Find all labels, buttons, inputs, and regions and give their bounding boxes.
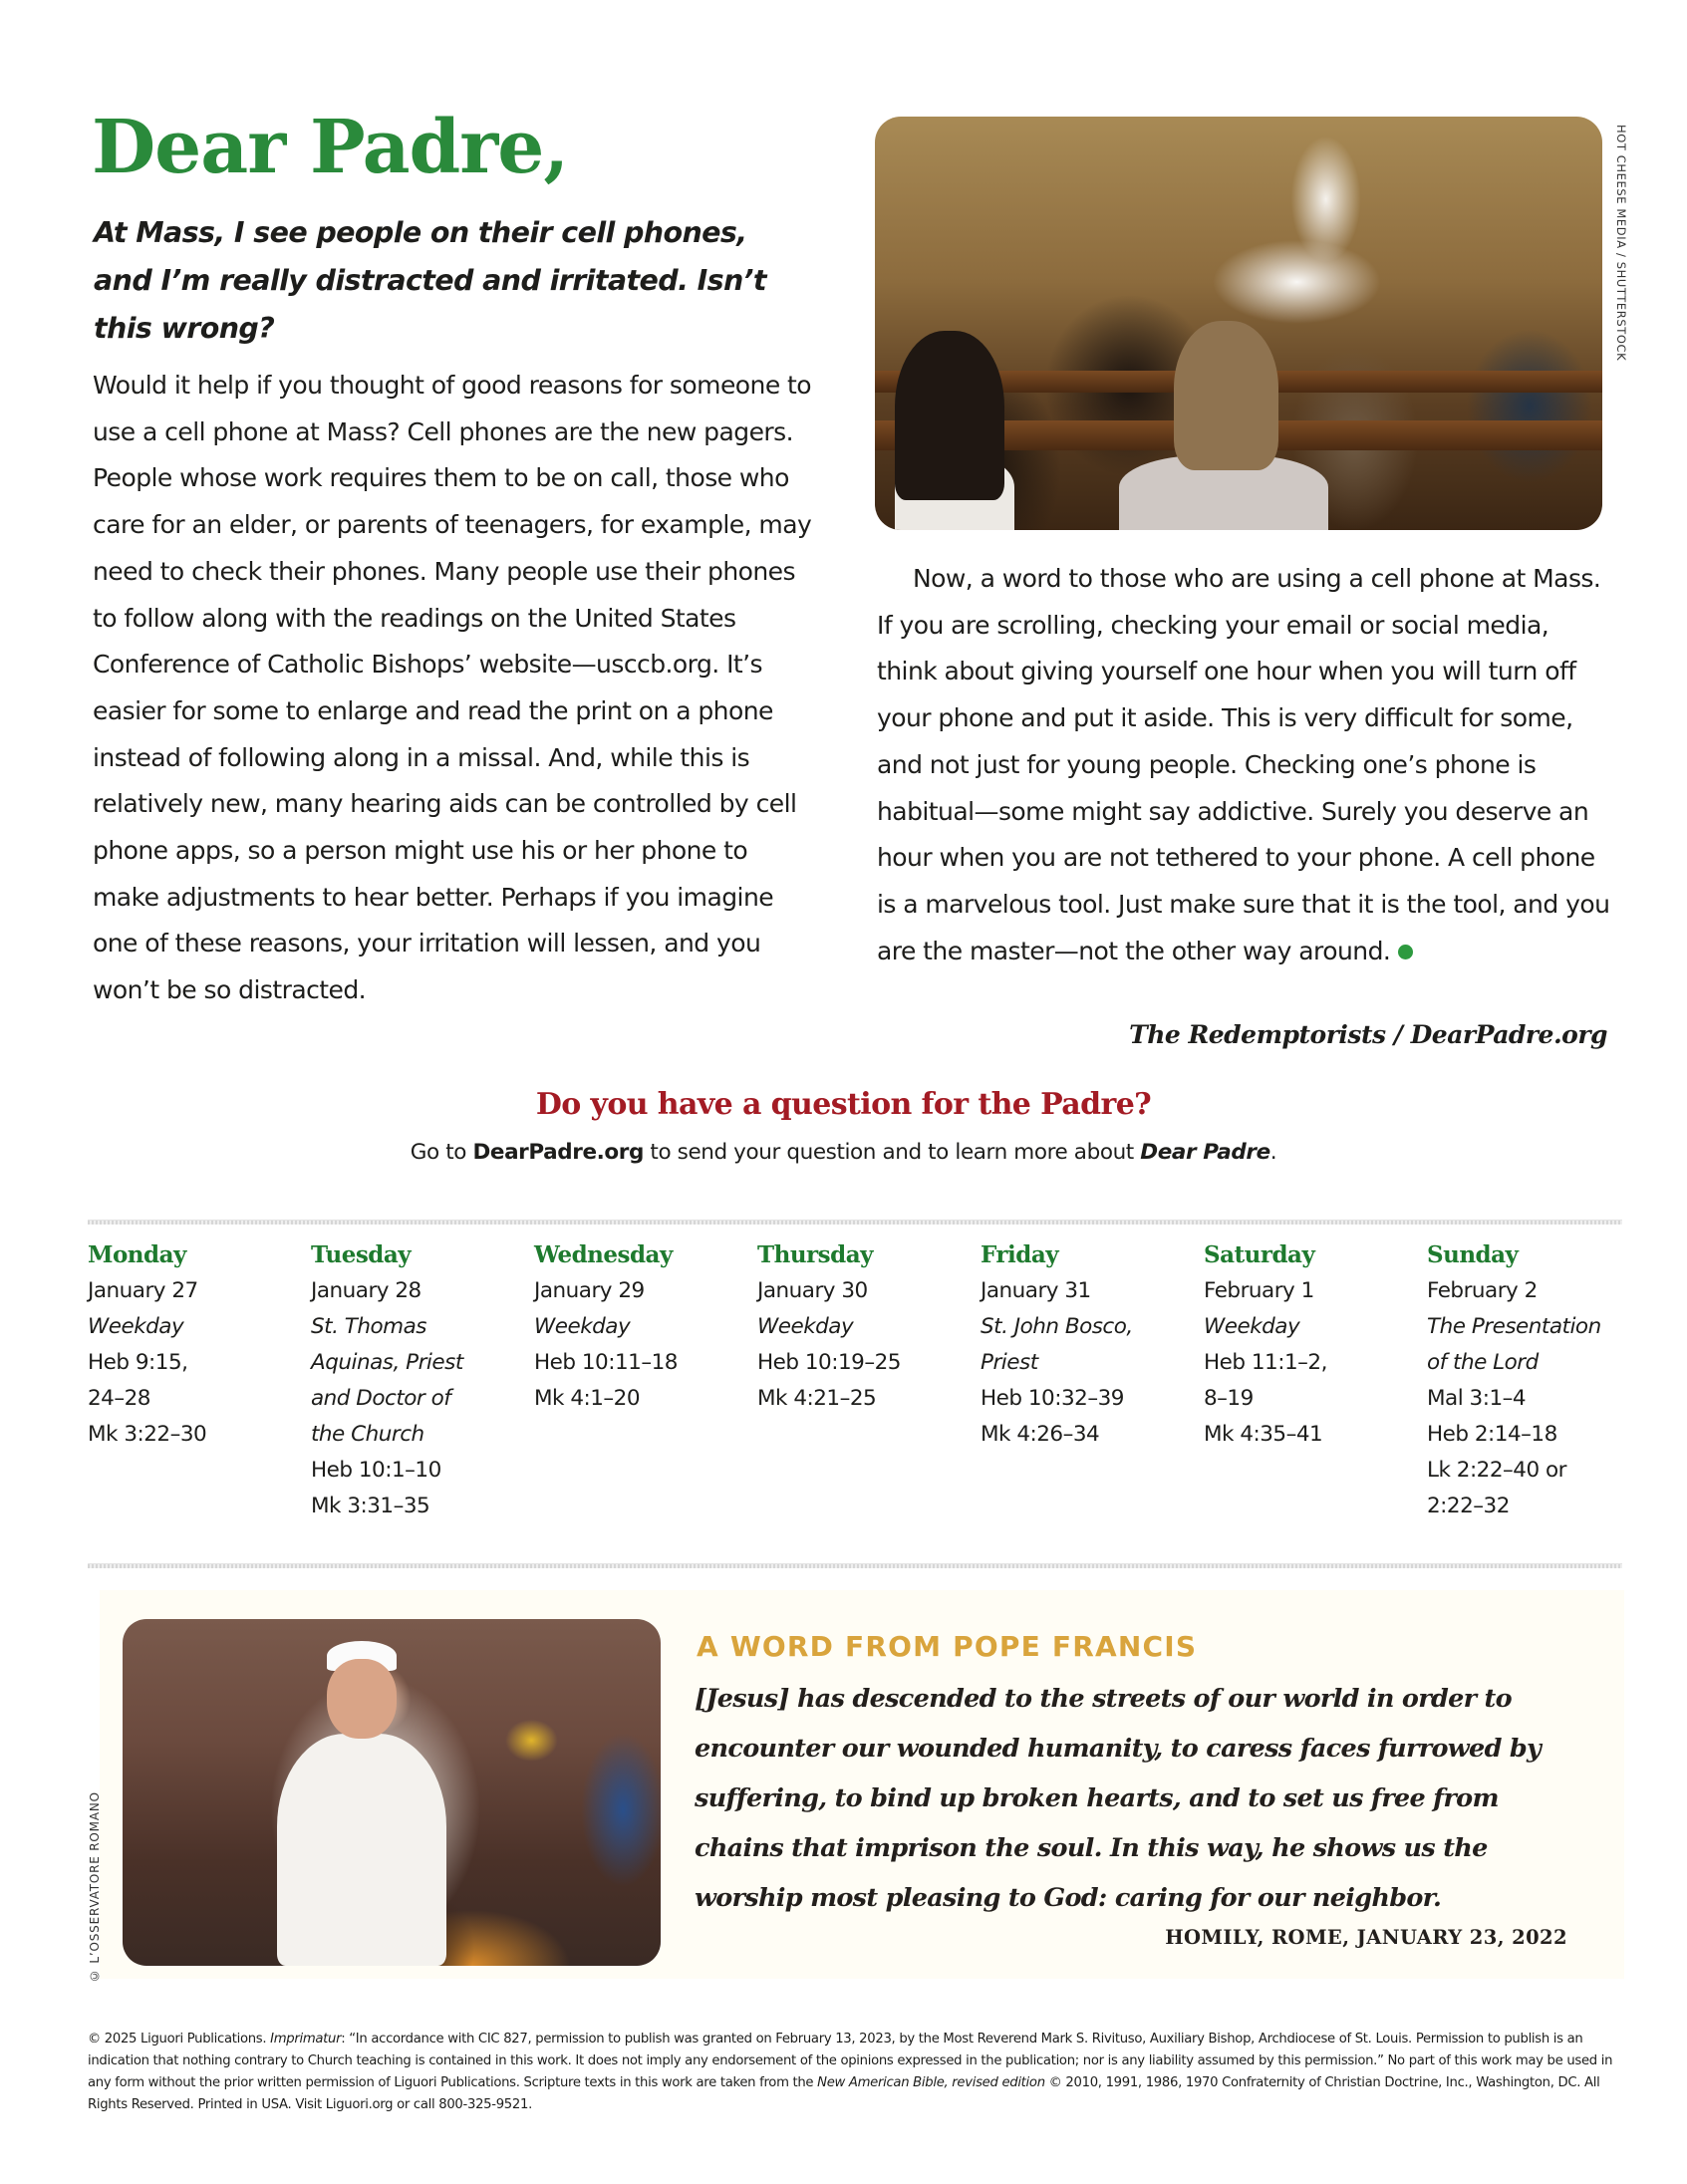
reading-line: 8–19 (1204, 1386, 1254, 1411)
day-name: Tuesday (311, 1241, 412, 1268)
answer-paragraph-2-text: Now, a word to those who are using a cell phone at Mass. If you are scrolling, checking your email or social media, think about giving yourself one hour when you will turn off your phone and put it aside. This is very difficult for some, and not just for young people. Checking one’s phone is habitual—some might say addictive. Surely you deserve an hour when you are not tethered to your phone. A cell phone is a marvelous tool. Just make sure that it is the tool, and you are the master—not the other way around. (877, 564, 1610, 965)
feast-line: The Presentation (1427, 1314, 1601, 1339)
feast-line: Weekday (757, 1314, 854, 1339)
footer-imprimatur-label: Imprimatur (270, 2032, 342, 2047)
day-name: Saturday (1204, 1241, 1315, 1268)
ask-instructions (0, 1140, 1687, 1165)
reading-line: Mk 4:21–25 (757, 1386, 877, 1411)
day-date: January 30 (757, 1278, 868, 1303)
day-column-saturday (1204, 1237, 1423, 1453)
reading-line: Heb 10:1–10 (311, 1458, 441, 1483)
pope-heading: A WORD FROM POPE FRANCIS (697, 1630, 1198, 1663)
feast-line: Weekday (88, 1314, 184, 1339)
pope-francis-photo (123, 1619, 661, 1966)
ask-suffix: . (1269, 1140, 1277, 1165)
day-name: Wednesday (534, 1241, 673, 1268)
copyright-footer (88, 2029, 1622, 2116)
ask-heading: Do you have a question for the Padre? (535, 1087, 1152, 1122)
feast-line: and Doctor of (311, 1386, 451, 1411)
day-column-tuesday (311, 1237, 530, 1524)
feast-line: Weekday (1204, 1314, 1300, 1339)
dearpadre-link[interactable]: DearPadre.org (472, 1140, 644, 1165)
answer-paragraph-2 (877, 556, 1614, 974)
feast-line: St. Thomas (311, 1314, 426, 1339)
person-hair-decoration (895, 331, 1004, 500)
reading-line: Mk 3:31–35 (311, 1494, 430, 1518)
reading-line: Heb 2:14–18 (1427, 1422, 1557, 1447)
footer-rights: © 2010, 1991, 1986, 1970 Confraternity of Christian Doctrine, Inc., Washington, DC. All Rights Reserved. Printed in USA. Visit Liguori.org or call 800-325-9521. (88, 2075, 1600, 2112)
reading-line: Heb 10:11–18 (534, 1350, 678, 1375)
reading-line: Mk 4:1–20 (534, 1386, 641, 1411)
feast-line: of the Lord (1427, 1350, 1539, 1375)
feast-line: Aquinas, Priest (311, 1350, 463, 1375)
pope-quote: [Jesus] has descended to the streets of our world in order to encounter our wounded humanity, to caress faces furrowed by suffering, to bind up broken hearts, and to set us free from chains that imprison the soul. In this way, he shows us the worship most pleasing to God: caring for our neighbor. (695, 1684, 1542, 1913)
person-hair-decoration (1174, 321, 1278, 470)
footer-copyright: © 2025 Liguori Publications. (88, 2032, 271, 2047)
day-date: January 29 (534, 1278, 645, 1303)
ask-middle: to send your question and to learn more about (643, 1140, 1141, 1165)
day-column-wednesday (534, 1237, 753, 1417)
signature: The Redemptorists / DearPadre.org (1129, 1020, 1607, 1049)
day-column-thursday (757, 1237, 977, 1417)
day-name: Friday (981, 1241, 1059, 1268)
day-name: Monday (88, 1241, 186, 1268)
reading-line: 24–28 (88, 1386, 150, 1411)
reading-line: Heb 9:15, (88, 1350, 188, 1375)
reading-line: Mal 3:1–4 (1427, 1386, 1527, 1411)
reading-line: Mk 4:26–34 (981, 1422, 1100, 1447)
day-date: January 31 (981, 1278, 1091, 1303)
reading-line: Heb 10:19–25 (757, 1350, 901, 1375)
day-date: February 1 (1204, 1278, 1314, 1303)
feast-line: St. John Bosco, (981, 1314, 1133, 1339)
day-name: Thursday (757, 1241, 873, 1268)
day-date: February 2 (1427, 1278, 1538, 1303)
photo-credit: HOT CHEESE MEDIA / SHUTTERSTOCK (1614, 125, 1628, 362)
feast-line: the Church (311, 1422, 424, 1447)
day-date: January 27 (88, 1278, 198, 1303)
day-name: Sunday (1427, 1241, 1519, 1268)
reading-line: Mk 3:22–30 (88, 1422, 207, 1447)
day-date: January 28 (311, 1278, 422, 1303)
ask-prefix: Go to (410, 1140, 473, 1165)
day-column-friday (981, 1237, 1200, 1453)
reading-line: Mk 4:35–41 (1204, 1422, 1323, 1447)
reader-question: At Mass, I see people on their cell phones, and I’m really distracted and irritated. Isn’t this wrong? (94, 216, 766, 345)
column-title: Dear Padre, (92, 105, 569, 190)
section-divider (88, 1563, 1622, 1568)
reading-line: 2:22–32 (1427, 1494, 1510, 1518)
reading-line: Heb 10:32–39 (981, 1386, 1124, 1411)
section-divider (88, 1220, 1622, 1225)
answer-paragraph-1: Would it help if you thought of good reasons for someone to use a cell phone at Mass? Cell phones are the new pagers. People whose work requires them to be on call, those who care for an elder, or parents of teenagers, for example, may need to check their phones. Many people use their phones to follow along with the readings on the United States Conference of Catholic Bishops’ website—usccb.org. It’s easier for some to enlarge and read the print on a phone instead of following along in a missal. And, while this is relatively new, many hearing aids can be controlled by cell phone apps, so a person might use his or her phone to make adjustments to hear better. Perhaps if you imagine one of these reasons, your irritation will lessen, and you won’t be so distracted. (93, 371, 812, 1005)
reading-line: Lk 2:22–40 or (1427, 1458, 1566, 1483)
footer-bible-title: New American Bible, revised edition (817, 2075, 1045, 2090)
reading-line: Heb 11:1–2, (1204, 1350, 1327, 1375)
footer-imprimatur-text: : “In accordance with CIC 827, permission to publish was granted on February 13, 2023, by the Most Reverend Mark S. Rivituso, Auxiliary Bishop, Archdiocese of St. Louis. Permission to publish is an indication that nothing contrary to Church teaching is contained in this work. It does not imply any endorsement of the opinions expressed in the publication; nor is any liability assumed by this permission.” No part of this work may be used in any form without the prior written permission of Liguori Publications. Scripture texts in this work are taken from the (88, 2032, 1613, 2090)
feast-line: Weekday (534, 1314, 631, 1339)
day-column-sunday (1427, 1237, 1646, 1524)
quote-source: HOMILY, ROME, JANUARY 23, 2022 (1165, 1926, 1567, 1949)
white-cassock-decoration (277, 1734, 446, 1966)
day-column-monday (88, 1237, 307, 1453)
feast-line: Priest (981, 1350, 1038, 1375)
photo-credit: © L’OSSERVATORE ROMANO (88, 1791, 102, 1983)
end-mark-icon (1398, 945, 1413, 959)
face-decoration (327, 1659, 397, 1739)
church-congregation-photo (875, 117, 1602, 530)
ask-emphasis: Dear Padre (1140, 1140, 1270, 1165)
